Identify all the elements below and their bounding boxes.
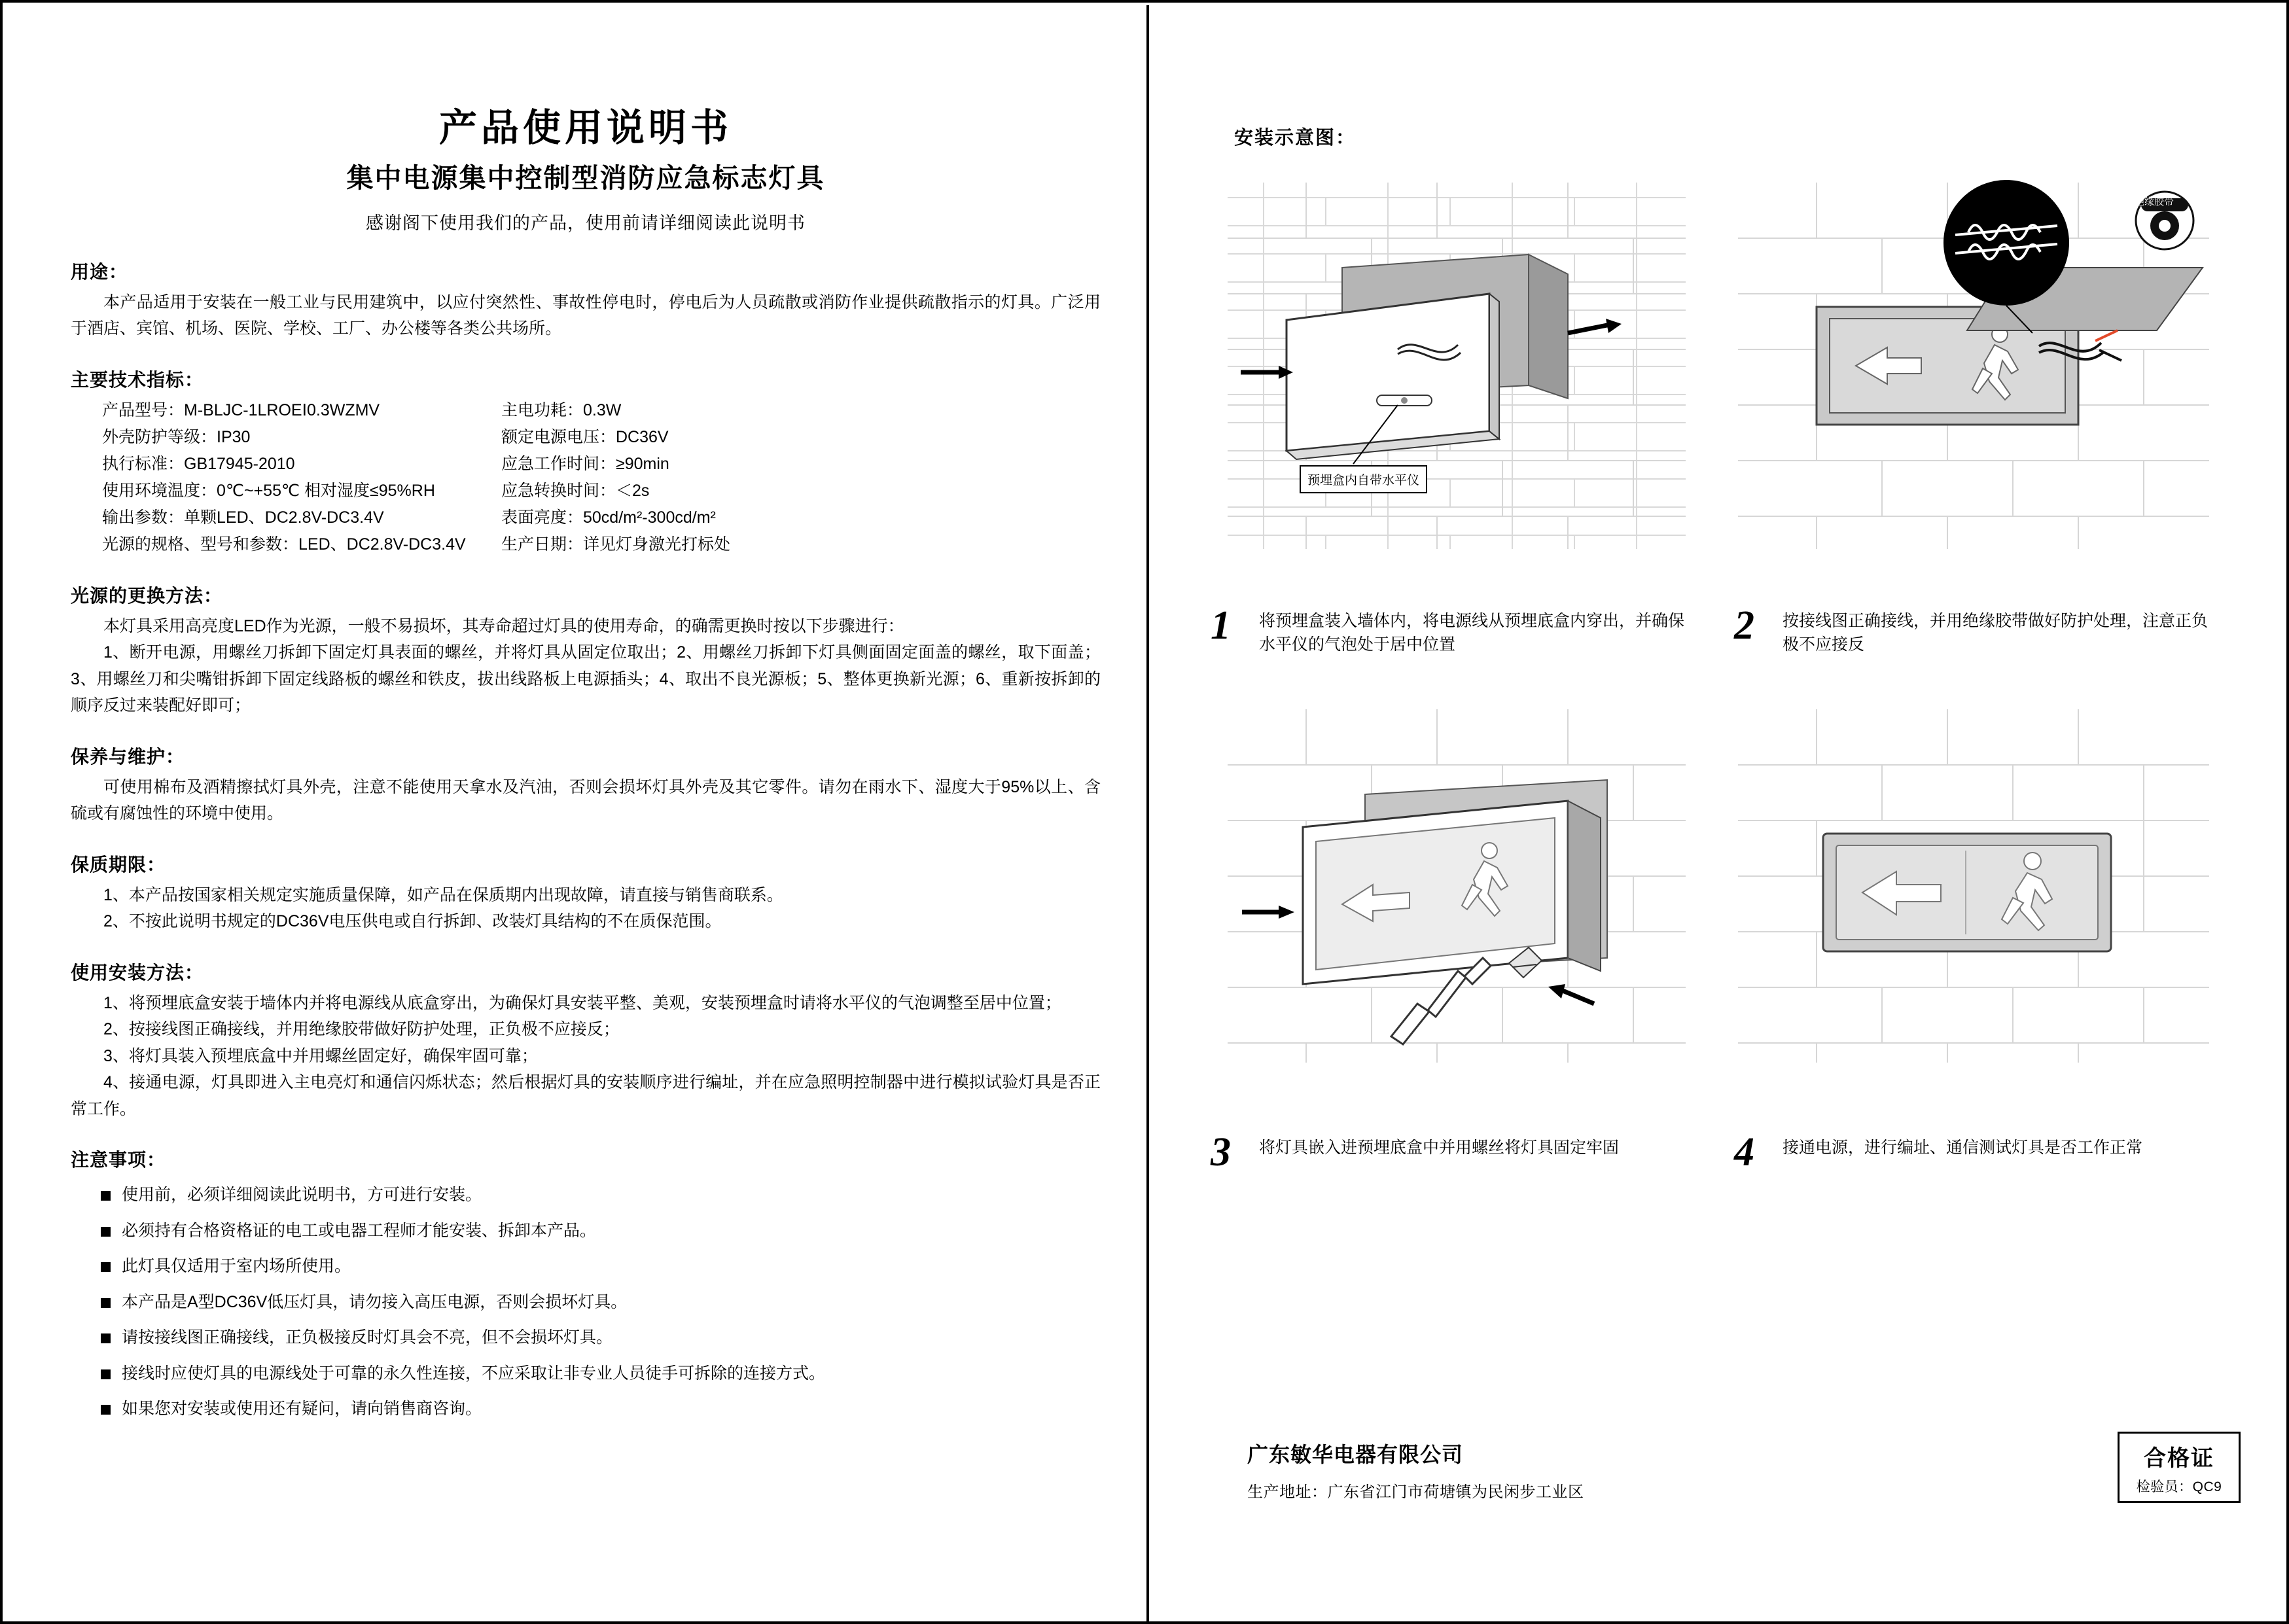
- list-item-label: 请按接线图正确接线，正负极接反时灯具会不亮，但不会损坏灯具。: [122, 1328, 613, 1347]
- spec-row: 执行标准：GB17945-2010: [102, 454, 295, 473]
- square-bullet-icon: [101, 1405, 111, 1415]
- title-block: [71, 107, 1101, 234]
- list-item: [71, 1326, 1101, 1350]
- section-usage: [71, 258, 1101, 342]
- step-number: 3: [1211, 1129, 1231, 1174]
- square-bullet-icon: [101, 1227, 111, 1237]
- section-warranty-heading: 保质期限：: [71, 854, 166, 875]
- page-subtitle: 集中电源集中控制型消防应急标志灯具: [346, 162, 825, 193]
- spec-column-right: [482, 397, 842, 558]
- step-number: 4: [1734, 1129, 1754, 1174]
- section-usage-heading: 用途：: [71, 261, 128, 282]
- step-number: 1: [1211, 603, 1231, 648]
- spec-row: 应急转换时间：＜2s: [501, 481, 650, 500]
- section-install-heading: 使用安装方法：: [71, 962, 204, 983]
- thanks-line: 感谢阁下使用我们的产品，使用前请详细阅读此说明书: [366, 213, 806, 233]
- section-replace-text-2: 1、断开电源，用螺丝刀拆卸下固定灯具表面的螺丝，并将灯具从固定位取出；2、用螺丝刀拆卸下灯具侧面固定面盖的螺丝，取下面盖；3、用螺丝刀和尖嘴钳拆卸下固定线路板的螺丝和铁皮，拔出线路板上电源插头；4、取出不良光源板；5、整体更换新光源；6、重新按拆卸的顺序反过来装配好即可；: [71, 643, 1101, 715]
- list-item: [71, 1183, 1101, 1208]
- left-page: [5, 5, 1146, 1624]
- diagram-figure-1: [1201, 169, 1699, 601]
- diagram-figure-4: [1725, 696, 2222, 1128]
- company-address: 生产地址：广东省江门市荷塘镇为民闲步工业区: [1247, 1483, 1584, 1501]
- spec-table: [71, 397, 1101, 558]
- spec-row: 使用环境温度：0℃~+55℃ 相对湿度≤95%RH: [102, 481, 435, 500]
- spec-row: 产品型号：M-BLJC-1LROEⅠ0.3WZMV: [102, 400, 380, 419]
- section-warranty-text-1: 1、本产品按国家相关规定实施质量保障，如产品在保质期内出现故障，请直接与销售商联系。: [103, 885, 783, 904]
- diagram-step-4: [1725, 696, 2222, 1173]
- diagram-row-1: [1201, 169, 2235, 657]
- section-install-text-3: 3、将灯具装入预埋底盒中并用螺丝固定好，确保牢固可靠；: [103, 1046, 538, 1065]
- spec-row: 生产日期：详见灯身激光打标处: [501, 535, 731, 554]
- figure-4-svg: [1725, 696, 2222, 1102]
- section-install: [71, 959, 1101, 1123]
- spec-row: 主电功耗：0.3W: [501, 400, 622, 419]
- figure-1-svg: [1201, 169, 1699, 588]
- diagram-step-3: [1201, 696, 1699, 1173]
- spec-row: 外壳防护等级：IP30: [102, 427, 251, 446]
- list-item: [71, 1397, 1101, 1422]
- section-replace: [71, 582, 1101, 719]
- certificate-inspector: 检验员：QC9: [2136, 1479, 2222, 1494]
- section-replace-heading: 光源的更换方法：: [71, 585, 223, 606]
- section-specs: [71, 366, 1101, 558]
- figure-2-svg: [1725, 169, 2222, 588]
- diagram-caption-2: [1725, 605, 2222, 657]
- spec-row: 输出参数：单颗LED、DC2.8V-DC3.4V: [102, 508, 384, 527]
- square-bullet-icon: [101, 1191, 111, 1201]
- step-text: 将灯具嵌入进预埋底盒中并用螺丝将灯具固定牢固: [1259, 1138, 1620, 1157]
- section-maintain: [71, 743, 1101, 827]
- diagram-figure-2: [1725, 169, 2222, 601]
- diagram-step-1: [1201, 169, 1699, 657]
- section-install-text-1: 1、将预埋底盒安装于墙体内并将电源线从底盒穿出，为确保灯具安装平整、美观，安装预埋盒时请将水平仪的气泡调整至居中位置；: [103, 993, 1061, 1012]
- list-item-label: 此灯具仅适用于室内场所使用。: [122, 1257, 351, 1276]
- section-attention-heading: 注意事项：: [71, 1150, 166, 1171]
- spec-column-left: [71, 397, 482, 558]
- spec-row: 额定电源电压：DC36V: [501, 427, 669, 446]
- list-item-label: 必须持有合格资格证的电工或电器工程师才能安装、拆卸本产品。: [122, 1221, 597, 1240]
- diagram-caption-3: [1201, 1129, 1699, 1174]
- step-text: 按接线图正确接线，并用绝缘胶带做好防护处理，注意正负极不应接反: [1783, 612, 2209, 654]
- list-item-label: 本产品是A型DC36V低压灯具，请勿接入高压电源，否则会损坏灯具。: [122, 1292, 628, 1311]
- list-item: [71, 1219, 1101, 1244]
- spec-row: 表面亮度：50cd/m²-300cd/m²: [501, 508, 716, 527]
- diagram-figure-3: [1201, 696, 1699, 1128]
- diagram-grid: [1201, 169, 2235, 1173]
- spec-row: 应急工作时间：≥90min: [501, 454, 669, 473]
- list-item: [71, 1254, 1101, 1279]
- list-item: [71, 1290, 1101, 1315]
- step-text: 将预埋盒装入墙体内，将电源线从预埋底盒内穿出，并确保水平仪的气泡处于居中位置: [1259, 612, 1685, 654]
- figure-3-svg: [1201, 696, 1699, 1102]
- list-item-label: 使用前，必须详细阅读此说明书，方可进行安装。: [122, 1186, 482, 1205]
- step-number: 2: [1734, 603, 1754, 648]
- section-attention: [71, 1146, 1101, 1422]
- square-bullet-icon: [101, 1333, 111, 1343]
- attention-list: [71, 1183, 1101, 1422]
- tape-label: 绝缘胶带: [2135, 196, 2174, 207]
- section-install-text-2: 2、按接线图正确接线，并用绝缘胶带做好防护处理，正负极不应接反；: [103, 1020, 620, 1039]
- list-item-label: 接线时应使灯具的电源线处于可靠的永久性连接，不应采取让非专业人员徒手可拆除的连接方式。: [122, 1364, 826, 1383]
- page-title: 产品使用说明书: [438, 107, 732, 149]
- diagram-caption-1: [1201, 605, 1699, 657]
- diagram-row-2: [1201, 696, 2235, 1173]
- section-install-text-4: 4、接通电源，灯具即进入主电亮灯和通信闪烁状态；然后根据灯具的安装顺序进行编址，并在应急照明控制器中进行模拟试验灯具是否正常工作。: [71, 1073, 1101, 1118]
- diagram-heading: 安装示意图：: [1234, 128, 1357, 149]
- certificate-stamp: [2118, 1432, 2241, 1503]
- certificate-title: 合格证: [2144, 1446, 2214, 1471]
- level-indicator-label: 预埋盒内自带水平仪: [1300, 465, 1427, 493]
- section-maintain-text: 可使用棉布及酒精擦拭灯具外壳，注意不能使用天拿水及汽油，否则会损坏灯具外壳及其它零件。请勿在雨水下、湿度大于95%以上、含硫或有腐蚀性的环境中使用。: [71, 777, 1101, 823]
- diagram-caption-4: [1725, 1129, 2222, 1174]
- section-warranty-text-2: 2、不按此说明书规定的DC36V电压供电或自行拆卸、改装灯具结构的不在质保范围。: [103, 912, 722, 931]
- section-specs-heading: 主要技术指标：: [71, 369, 204, 390]
- square-bullet-icon: [101, 1262, 111, 1272]
- spec-row: 光源的规格、型号和参数：LED、DC2.8V-DC3.4V: [102, 535, 466, 554]
- list-item-label: 如果您对安装或使用还有疑问，请向销售商咨询。: [122, 1400, 482, 1419]
- section-replace-text-1: 本灯具采用高亮度LED作为光源，一般不易损坏，其寿命超过灯具的使用寿命，的确需更换时按以下步骤进行：: [103, 616, 904, 635]
- square-bullet-icon: [101, 1369, 111, 1379]
- step-text: 接通电源，进行编址、通信测试灯具是否工作正常: [1783, 1138, 2143, 1157]
- right-page: [1149, 5, 2289, 1624]
- list-item: [71, 1362, 1101, 1386]
- section-warranty: [71, 851, 1101, 935]
- company-name: 广东敏华电器有限公司: [1247, 1443, 1464, 1466]
- section-maintain-heading: 保养与维护：: [71, 746, 185, 767]
- diagram-step-2: [1725, 169, 2222, 657]
- section-usage-text: 本产品适用于安装在一般工业与民用建筑中，以应付突然性、事故性停电时，停电后为人员疏散或消防作业提供疏散指示的灯具。广泛用于酒店、宾馆、机场、医院、学校、工厂、办公楼等各类公共场所。: [71, 292, 1101, 338]
- square-bullet-icon: [101, 1298, 111, 1308]
